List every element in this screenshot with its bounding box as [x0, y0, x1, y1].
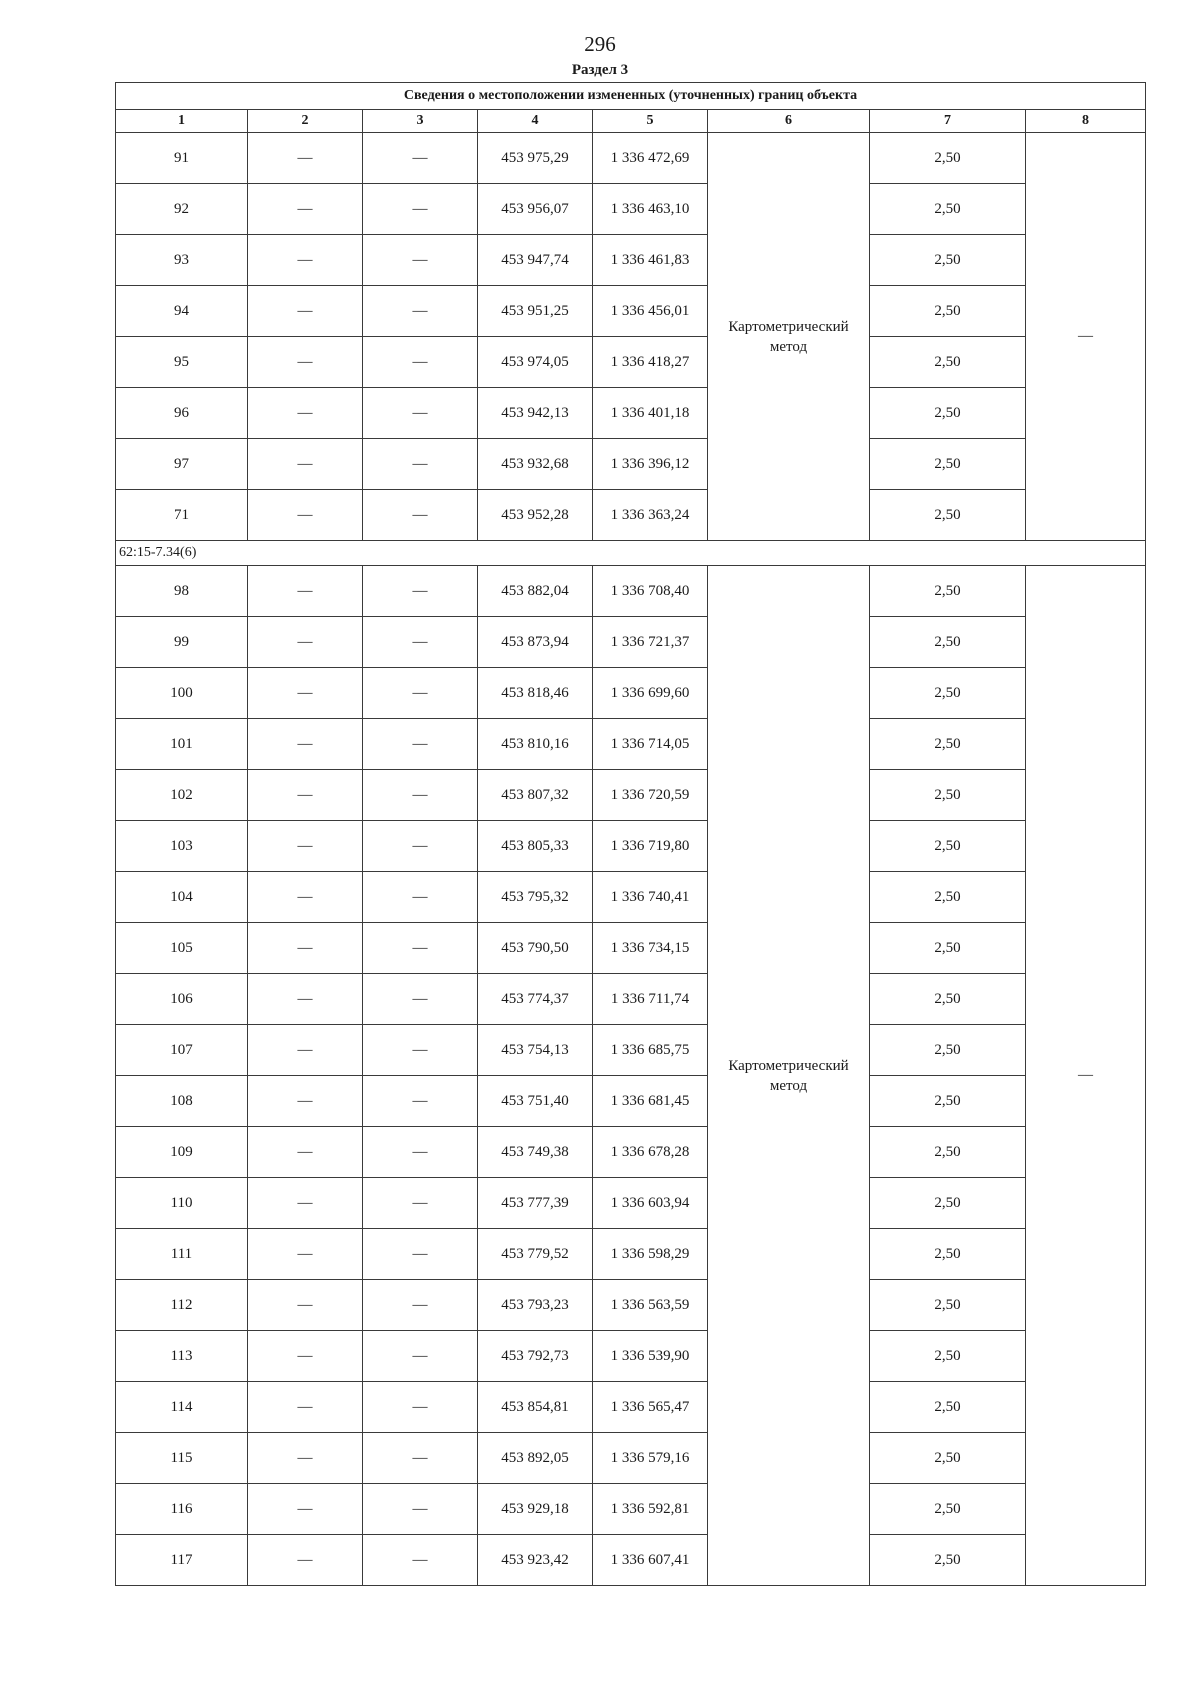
x-coordinate: 453 975,29: [478, 133, 593, 184]
accuracy-value: 2,50: [870, 1229, 1026, 1280]
col3-value: —: [363, 566, 478, 617]
point-number: 100: [116, 668, 248, 719]
point-number: 91: [116, 133, 248, 184]
x-coordinate: 453 790,50: [478, 923, 593, 974]
y-coordinate: 1 336 734,15: [593, 923, 708, 974]
col2-value: —: [248, 388, 363, 439]
accuracy-value: 2,50: [870, 184, 1026, 235]
y-coordinate: 1 336 396,12: [593, 439, 708, 490]
col3-value: —: [363, 235, 478, 286]
accuracy-value: 2,50: [870, 286, 1026, 337]
col2-value: —: [248, 821, 363, 872]
col2-value: —: [248, 1127, 363, 1178]
accuracy-value: 2,50: [870, 1433, 1026, 1484]
y-coordinate: 1 336 461,83: [593, 235, 708, 286]
col2-value: —: [248, 1331, 363, 1382]
x-coordinate: 453 956,07: [478, 184, 593, 235]
point-number: 110: [116, 1178, 248, 1229]
col3-value: —: [363, 770, 478, 821]
table-row: [116, 1076, 1146, 1127]
y-coordinate: 1 336 363,24: [593, 490, 708, 541]
y-coordinate: 1 336 565,47: [593, 1382, 708, 1433]
col2-value: —: [248, 1229, 363, 1280]
col3-value: —: [363, 974, 478, 1025]
column-number: 6: [708, 110, 870, 133]
col2-value: —: [248, 923, 363, 974]
col2-value: —: [248, 1433, 363, 1484]
table-row: [116, 1433, 1146, 1484]
col3-value: —: [363, 1229, 478, 1280]
col2-value: —: [248, 337, 363, 388]
x-coordinate: 453 751,40: [478, 1076, 593, 1127]
y-coordinate: 1 336 579,16: [593, 1433, 708, 1484]
accuracy-value: 2,50: [870, 719, 1026, 770]
col2-value: —: [248, 133, 363, 184]
col3-value: —: [363, 490, 478, 541]
accuracy-value: 2,50: [870, 1025, 1026, 1076]
x-coordinate: 453 810,16: [478, 719, 593, 770]
point-number: 109: [116, 1127, 248, 1178]
col2-value: —: [248, 1535, 363, 1586]
point-number: 96: [116, 388, 248, 439]
y-coordinate: 1 336 714,05: [593, 719, 708, 770]
x-coordinate: 453 929,18: [478, 1484, 593, 1535]
col3-value: —: [363, 1076, 478, 1127]
col2-value: —: [248, 617, 363, 668]
y-coordinate: 1 336 539,90: [593, 1331, 708, 1382]
table-row: [116, 235, 1146, 286]
y-coordinate: 1 336 603,94: [593, 1178, 708, 1229]
accuracy-value: 2,50: [870, 1280, 1026, 1331]
accuracy-value: 2,50: [870, 1382, 1026, 1433]
method-cell: [708, 133, 870, 541]
col3-value: —: [363, 133, 478, 184]
x-coordinate: 453 805,33: [478, 821, 593, 872]
table-row: [116, 719, 1146, 770]
col3-value: —: [363, 719, 478, 770]
col2-value: —: [248, 668, 363, 719]
y-coordinate: 1 336 418,27: [593, 337, 708, 388]
method-text: Картометрический метод: [728, 318, 849, 355]
column-numbers-row: [116, 110, 1146, 133]
col2-value: —: [248, 1025, 363, 1076]
method-cell: [708, 566, 870, 1586]
y-coordinate: 1 336 721,37: [593, 617, 708, 668]
col2-value: —: [248, 439, 363, 490]
point-number: 117: [116, 1535, 248, 1586]
table-row: [116, 1331, 1146, 1382]
y-coordinate: 1 336 592,81: [593, 1484, 708, 1535]
point-number: 92: [116, 184, 248, 235]
col3-value: —: [363, 1127, 478, 1178]
x-coordinate: 453 951,25: [478, 286, 593, 337]
accuracy-value: 2,50: [870, 668, 1026, 719]
accuracy-value: 2,50: [870, 1484, 1026, 1535]
section-title: Раздел 3: [571, 62, 629, 78]
table-row: [116, 133, 1146, 184]
point-number: 103: [116, 821, 248, 872]
point-number: 71: [116, 490, 248, 541]
point-number: 114: [116, 1382, 248, 1433]
x-coordinate: 453 807,32: [478, 770, 593, 821]
col3-value: —: [363, 821, 478, 872]
point-number: 108: [116, 1076, 248, 1127]
point-number: 94: [116, 286, 248, 337]
col3-value: —: [363, 1382, 478, 1433]
y-coordinate: 1 336 598,29: [593, 1229, 708, 1280]
col2-value: —: [248, 184, 363, 235]
col3-value: —: [363, 1280, 478, 1331]
y-coordinate: 1 336 685,75: [593, 1025, 708, 1076]
table-row: [116, 1382, 1146, 1433]
y-coordinate: 1 336 681,45: [593, 1076, 708, 1127]
table-row: [116, 974, 1146, 1025]
col2-value: —: [248, 770, 363, 821]
table-row: [116, 490, 1146, 541]
table-row: [116, 184, 1146, 235]
point-number: 104: [116, 872, 248, 923]
x-coordinate: 453 779,52: [478, 1229, 593, 1280]
accuracy-value: 2,50: [870, 974, 1026, 1025]
x-coordinate: 453 792,73: [478, 1331, 593, 1382]
col2-value: —: [248, 1076, 363, 1127]
table-row: [116, 337, 1146, 388]
accuracy-value: 2,50: [870, 770, 1026, 821]
col2-value: —: [248, 235, 363, 286]
col2-value: —: [248, 1178, 363, 1229]
y-coordinate: 1 336 563,59: [593, 1280, 708, 1331]
accuracy-value: 2,50: [870, 1076, 1026, 1127]
x-coordinate: 453 947,74: [478, 235, 593, 286]
point-number: 113: [116, 1331, 248, 1382]
x-coordinate: 453 818,46: [478, 668, 593, 719]
y-coordinate: 1 336 401,18: [593, 388, 708, 439]
table-row: [116, 1127, 1146, 1178]
method-text: Картометрический метод: [728, 1057, 849, 1094]
x-coordinate: 453 942,13: [478, 388, 593, 439]
col3-value: —: [363, 1484, 478, 1535]
point-number: 115: [116, 1433, 248, 1484]
x-coordinate: 453 974,05: [478, 337, 593, 388]
point-number: 95: [116, 337, 248, 388]
accuracy-value: 2,50: [870, 566, 1026, 617]
page-number: 296: [584, 32, 616, 56]
point-number: 116: [116, 1484, 248, 1535]
accuracy-value: 2,50: [870, 1127, 1026, 1178]
x-coordinate: 453 923,42: [478, 1535, 593, 1586]
accuracy-value: 2,50: [870, 1331, 1026, 1382]
y-coordinate: 1 336 699,60: [593, 668, 708, 719]
table-row: [116, 770, 1146, 821]
table-row: [116, 1280, 1146, 1331]
x-coordinate: 453 749,38: [478, 1127, 593, 1178]
col3-value: —: [363, 1433, 478, 1484]
table-row: [116, 923, 1146, 974]
x-coordinate: 453 882,04: [478, 566, 593, 617]
col2-value: —: [248, 1280, 363, 1331]
col2-value: —: [248, 974, 363, 1025]
col2-value: —: [248, 1382, 363, 1433]
table-caption: Сведения о местоположении измененных (уточненных) границ объекта: [116, 83, 1146, 110]
table-row: [116, 821, 1146, 872]
x-coordinate: 453 777,39: [478, 1178, 593, 1229]
column-number: 5: [593, 110, 708, 133]
col2-value: —: [248, 490, 363, 541]
accuracy-value: 2,50: [870, 872, 1026, 923]
point-number: 106: [116, 974, 248, 1025]
accuracy-value: 2,50: [870, 490, 1026, 541]
table-row: [116, 1025, 1146, 1076]
accuracy-value: 2,50: [870, 1178, 1026, 1229]
table-row: [116, 439, 1146, 490]
point-number: 105: [116, 923, 248, 974]
point-number: 98: [116, 566, 248, 617]
accuracy-value: 2,50: [870, 1535, 1026, 1586]
point-number: 97: [116, 439, 248, 490]
col8-value: —: [1026, 566, 1146, 1586]
col3-value: —: [363, 1178, 478, 1229]
table-row: [116, 668, 1146, 719]
col2-value: —: [248, 719, 363, 770]
x-coordinate: 453 932,68: [478, 439, 593, 490]
accuracy-value: 2,50: [870, 388, 1026, 439]
col2-value: —: [248, 566, 363, 617]
y-coordinate: 1 336 472,69: [593, 133, 708, 184]
col3-value: —: [363, 439, 478, 490]
column-number: 1: [116, 110, 248, 133]
x-coordinate: 453 793,23: [478, 1280, 593, 1331]
table-row: [116, 1535, 1146, 1586]
col3-value: —: [363, 872, 478, 923]
x-coordinate: 453 754,13: [478, 1025, 593, 1076]
x-coordinate: 453 873,94: [478, 617, 593, 668]
table-caption-row: [116, 83, 1146, 110]
col3-value: —: [363, 286, 478, 337]
table-row: [116, 1484, 1146, 1535]
y-coordinate: 1 336 678,28: [593, 1127, 708, 1178]
column-number: 2: [248, 110, 363, 133]
table-row: [116, 566, 1146, 617]
y-coordinate: 1 336 708,40: [593, 566, 708, 617]
point-number: 112: [116, 1280, 248, 1331]
col3-value: —: [363, 668, 478, 719]
x-coordinate: 453 854,81: [478, 1382, 593, 1433]
x-coordinate: 453 795,32: [478, 872, 593, 923]
point-number: 99: [116, 617, 248, 668]
table-row: [116, 1178, 1146, 1229]
column-number: 8: [1026, 110, 1146, 133]
accuracy-value: 2,50: [870, 923, 1026, 974]
boundary-coordinates-table: [115, 82, 1146, 1586]
accuracy-value: 2,50: [870, 133, 1026, 184]
column-number: 3: [363, 110, 478, 133]
col3-value: —: [363, 617, 478, 668]
accuracy-value: 2,50: [870, 235, 1026, 286]
x-coordinate: 453 892,05: [478, 1433, 593, 1484]
table-row: [116, 286, 1146, 337]
table-row: [116, 617, 1146, 668]
point-number: 102: [116, 770, 248, 821]
y-coordinate: 1 336 456,01: [593, 286, 708, 337]
point-number: 107: [116, 1025, 248, 1076]
y-coordinate: 1 336 463,10: [593, 184, 708, 235]
column-number: 7: [870, 110, 1026, 133]
accuracy-value: 2,50: [870, 439, 1026, 490]
group-label: 62:15-7.34(6): [116, 541, 1146, 566]
table-row: [116, 1229, 1146, 1280]
col3-value: —: [363, 388, 478, 439]
accuracy-value: 2,50: [870, 337, 1026, 388]
x-coordinate: 453 774,37: [478, 974, 593, 1025]
accuracy-value: 2,50: [870, 617, 1026, 668]
table-row: [116, 388, 1146, 439]
col3-value: —: [363, 184, 478, 235]
table-row: [116, 872, 1146, 923]
y-coordinate: 1 336 711,74: [593, 974, 708, 1025]
col3-value: —: [363, 1535, 478, 1586]
x-coordinate: 453 952,28: [478, 490, 593, 541]
col3-value: —: [363, 923, 478, 974]
col8-value: —: [1026, 133, 1146, 541]
point-number: 111: [116, 1229, 248, 1280]
y-coordinate: 1 336 607,41: [593, 1535, 708, 1586]
group-label-row: [116, 541, 1146, 566]
point-number: 101: [116, 719, 248, 770]
accuracy-value: 2,50: [870, 821, 1026, 872]
y-coordinate: 1 336 740,41: [593, 872, 708, 923]
y-coordinate: 1 336 719,80: [593, 821, 708, 872]
col3-value: —: [363, 1331, 478, 1382]
col2-value: —: [248, 872, 363, 923]
y-coordinate: 1 336 720,59: [593, 770, 708, 821]
column-number: 4: [478, 110, 593, 133]
col2-value: —: [248, 1484, 363, 1535]
col3-value: —: [363, 1025, 478, 1076]
col2-value: —: [248, 286, 363, 337]
col3-value: —: [363, 337, 478, 388]
point-number: 93: [116, 235, 248, 286]
